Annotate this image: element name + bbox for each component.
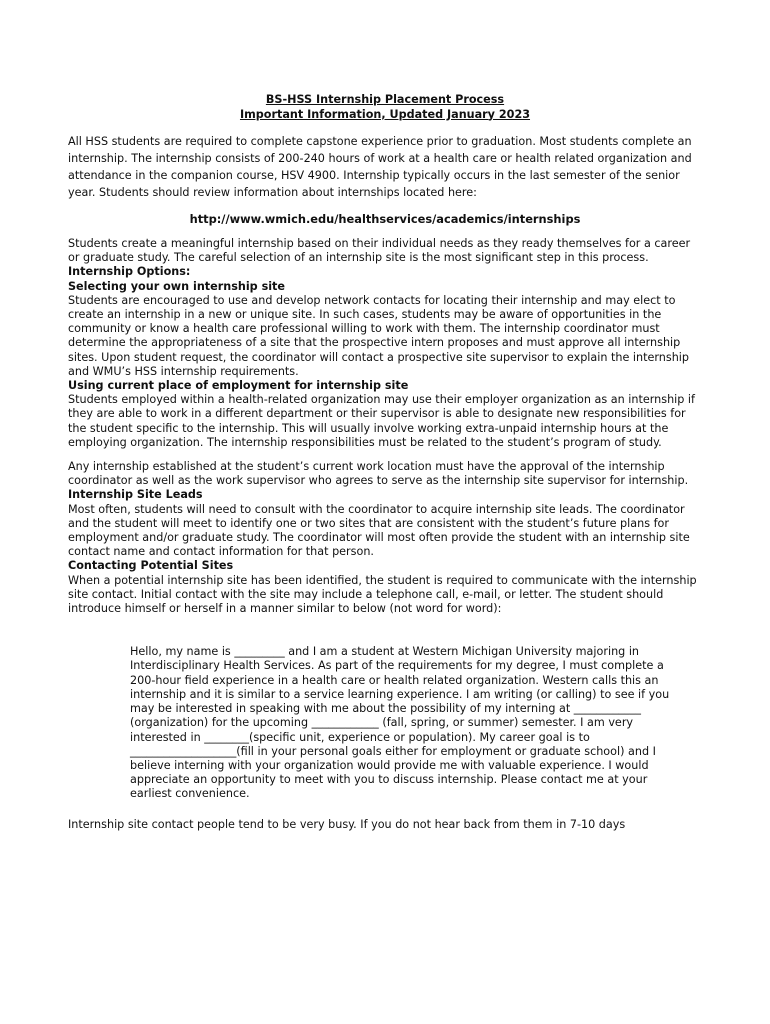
site-leads-paragraph: Most often, students will need to consult with the coordinator to acquire internship site leads. The coordinator and the student will meet to identify one or two sites that are consistent with the student’s future plans for employment and/or graduate study. The coordinator will most often provide the student with an internship site contact name and contact information for that person. xyxy=(68,502,690,559)
employment-heading: Using current place of employment for internship site xyxy=(68,379,409,393)
document-subtitle: Important Information, Updated January 2023 xyxy=(239,107,531,121)
contacting-heading: Contacting Potential Sites xyxy=(68,559,234,573)
options-heading: Internship Options: xyxy=(68,265,191,279)
sample-letter: Hello, my name is _________ and I am a student at Western Michigan University majoring in Interdisciplinary Health Services. As part of the requirements for my degree, I must complete a 200-hour field experience in a health care or health related organization. Western calls this an internship and it is similar to a service learning experience. I am writing (or calling) to see if you may be interested in speaking with me about the possibility of my interning at ____________ (organization) for the upcoming ____________ (fall, spring, or summer) semester. I am very interested in ________(specific unit, experience or population). My career goal is to ___________________(fill in your personal goals either for employment or graduate school) and I believe interning with your organization would provide me with valuable experience. I would appreciate an opportunity to meet with you to discuss internship. Please contact me at your earliest convenience. xyxy=(130,645,670,801)
internships-link[interactable]: http://www.wmich.edu/healthservices/academics/internships xyxy=(189,212,581,226)
career-paragraph: Students create a meaningful internship based on their individual needs as they ready themselves for a career or graduate study. The careful selection of an internship site is the most significant step in this process. xyxy=(68,237,691,265)
contacting-paragraph: When a potential internship site has been identified, the student is required to communicate with the internship site contact. Initial contact with the site may include a telephone call, e-mail, or letter. The student should introduce himself or herself in a manner similar to below (not word for word): xyxy=(68,573,697,616)
document-title: BS-HSS Internship Placement Process xyxy=(265,93,505,106)
own-site-paragraph: Students are encouraged to use and develop network contacts for locating their internship and may elect to create an internship in a new or unique site. In such cases, students may be aware of opportunities in the community or know a health care professional willing to work with them. The internship coordinator must determine the appropriateness of a site that the prospective intern proposes and must approve all internship sites. Upon student request, the coordinator will contact a prospective site supervisor to explain the internship and WMU’s HSS internship requirements. xyxy=(68,293,690,378)
employment-paragraph: Students employed within a health-related organization may use their employer organization as an internship if they are able to work in a different department or their supervisor is able to designate new responsibilities for the student specific to the internship. This will usually involve working extra-unpaid internship hours at the employing organization. The internship responsibilities must be related to the student’s program of study. xyxy=(68,393,695,449)
site-leads-heading: Internship Site Leads xyxy=(68,488,203,502)
own-site-heading: Selecting your own internship site xyxy=(68,279,285,293)
employment-approval-paragraph: Any internship established at the student’s current work location must have the approval of the internship coordinator as well as the work supervisor who agrees to serve as the internship site supervisor for internship. xyxy=(68,460,689,488)
closing-paragraph: Internship site contact people tend to be very busy. If you do not hear back from them in 7-10 days xyxy=(68,817,626,831)
intro-paragraph: All HSS students are required to complete capstone experience prior to graduation. Most students complete an internship. The internship consists of 200-240 hours of work at a health care or health related organization and attendance in the companion course, HSV 4900. Internship typically occurs in the last semester of the senior year. Students should review information about internships located here: xyxy=(68,135,692,199)
